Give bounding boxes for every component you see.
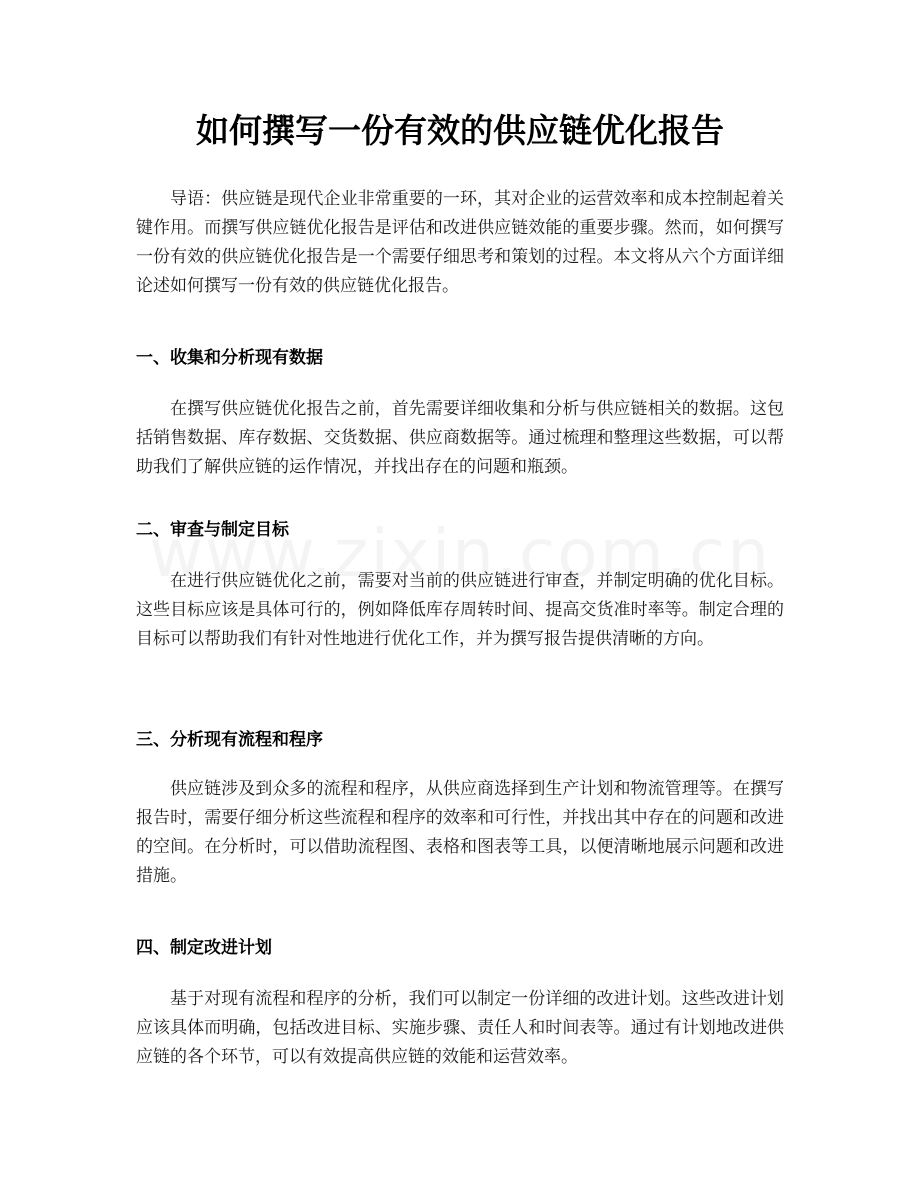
section-body-1: 在撰写供应链优化报告之前，首先需要详细收集和分析与供应链相关的数据。这包括销售数据、库存数据、交货数据、供应商数据等。通过梳理和整理这些数据，可以帮助我们了解供应链的运作情况，并找出存在的问题和瓶颈。 [136, 399, 784, 477]
section-body-3: 供应链涉及到众多的流程和程序，从供应商选择到生产计划和物流管理等。在撰写报告时，需要仔细分析这些流程和程序的效率和可行性，并找出其中存在的问题和改进的空间。在分析时，可以借助流程图、表格和图表等工具，以便清晰地展示问题和改进措施。 [136, 779, 784, 886]
document-title: 如何撰写一份有效的供应链优化报告 [196, 111, 724, 150]
section-heading-3: 三、分析现有流程和程序 [136, 730, 323, 750]
section-heading-1: 一、收集和分析现有数据 [136, 348, 323, 368]
section-heading-2: 二、审查与制定目标 [136, 520, 289, 540]
section-body-2: 在进行供应链优化之前，需要对当前的供应链进行审查，并制定明确的优化目标。这些目标应该是具体可行的，例如降低库存周转时间、提高交货准时率等。制定合理的目标可以帮助我们有针对性地进行优化工作，并为撰写报告提供清晰的方向。 [136, 571, 784, 649]
section-body-4: 基于对现有流程和程序的分析，我们可以制定一份详细的改进计划。这些改进计划应该具体而明确，包括改进目标、实施步骤、责任人和时间表等。通过有计划地改进供应链的各个环节，可以有效提高供应链的效能和运营效率。 [136, 989, 784, 1067]
intro-paragraph: 导语：供应链是现代企业非常重要的一环，其对企业的运营效率和成本控制起着关键作用。而撰写供应链优化报告是评估和改进供应链效能的重要步骤。然而，如何撰写一份有效的供应链优化报告是一个需要仔细思考和策划的过程。本文将从六个方面详细论述如何撰写一份有效的供应链优化报告。 [136, 189, 784, 296]
section-heading-4: 四、制定改进计划 [136, 938, 272, 958]
